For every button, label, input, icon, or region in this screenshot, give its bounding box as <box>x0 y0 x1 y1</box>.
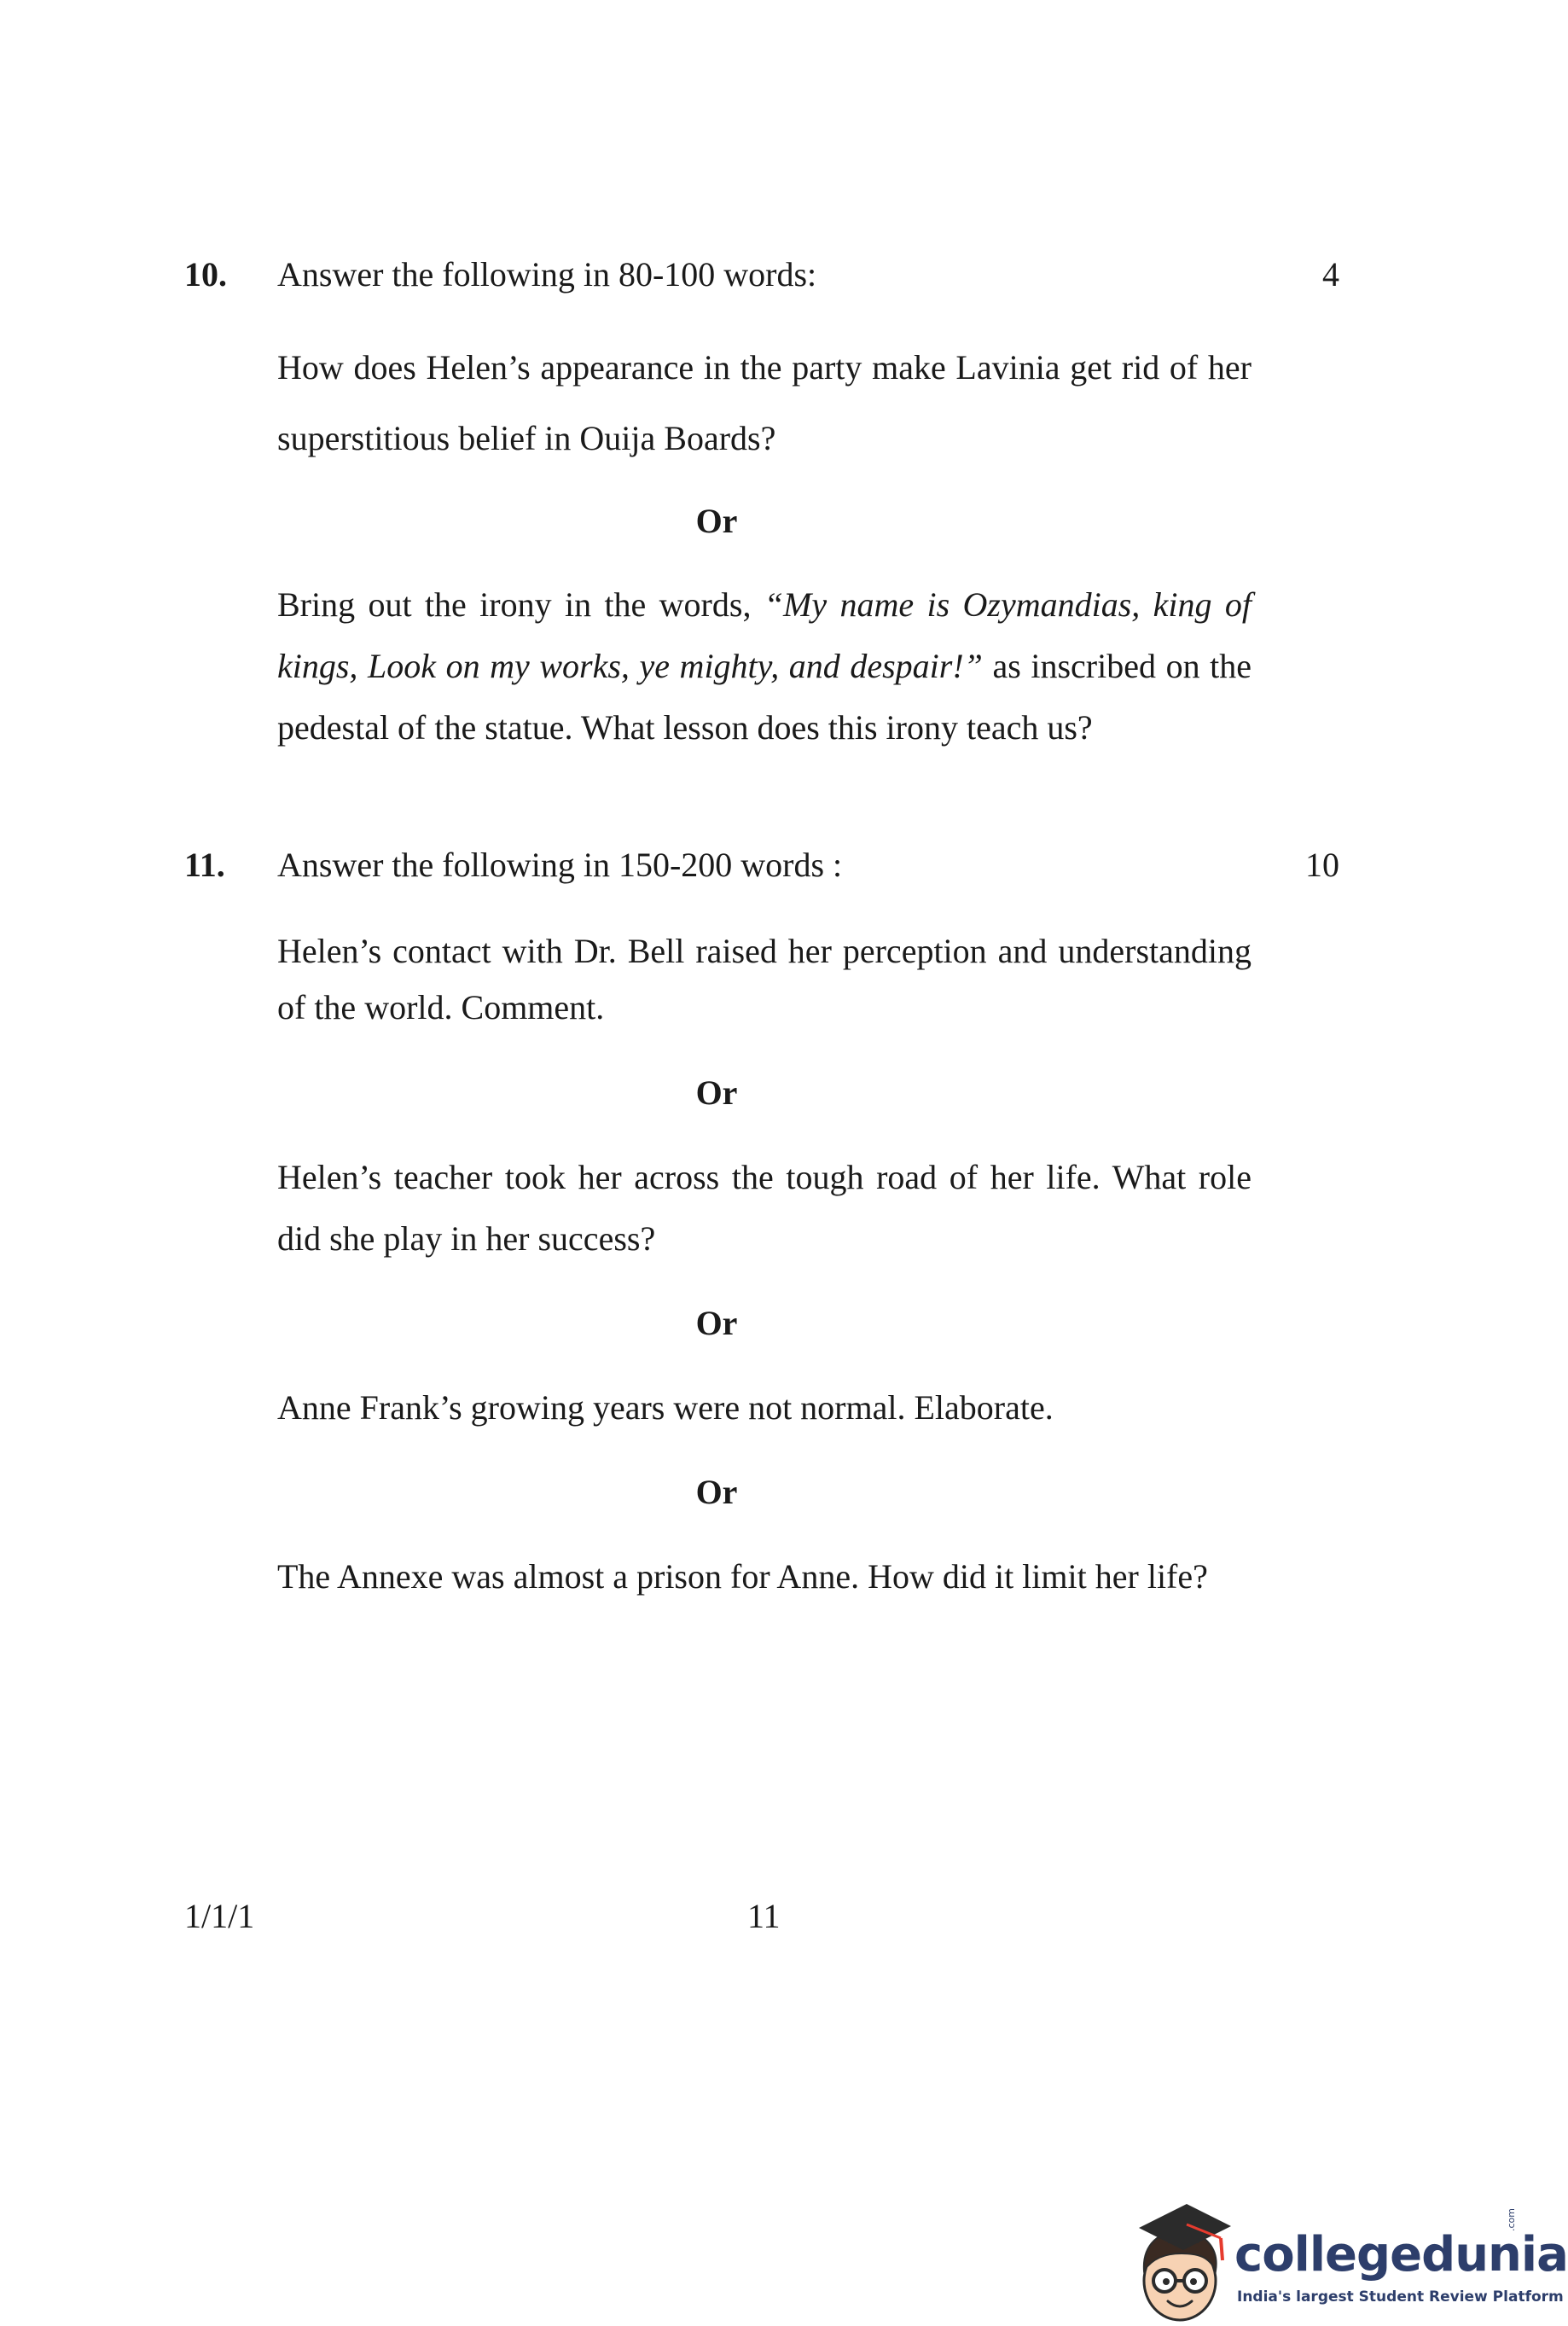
footer-paper-code: 1/1/1 <box>184 1897 255 1935</box>
question-10-option-2-suffix: as inscribed on the pedestal of the statue. What lesson does this irony teach us? <box>277 647 1252 747</box>
logo-wordmark: collegedunia <box>1234 2227 1568 2282</box>
question-10-option-2-prefix: Bring out the irony in the words, <box>277 585 764 624</box>
footer-page-number: 11 <box>747 1897 781 1935</box>
question-11-option-4: The Annexe was almost a prison for Anne. How did it limit her life? <box>277 1557 1208 1596</box>
question-10-number: 10. <box>184 255 227 294</box>
question-11-instruction: Answer the following in 150-200 words : <box>277 846 843 884</box>
question-11-number: 11. <box>184 846 225 884</box>
question-11-or-3: Or <box>695 1473 738 1511</box>
question-11-marks: 10 <box>1305 846 1339 884</box>
question-10-option-2-quote: “My name is Ozymandias, king of kings, Look on my works, ye mighty, and despair!” <box>277 585 1251 685</box>
question-10-option-2 <box>277 574 1251 759</box>
logo-tld: .com <box>1506 2208 1517 2231</box>
question-10-marks: 4 <box>1322 255 1339 294</box>
question-10-option-1: How does Helen’s appearance in the party make Lavinia get rid of her superstitious belief in Ouija Boards? <box>277 348 1251 457</box>
question-11-option-2: Helen’s teacher took her across the tough road of her life. What role did she play in her success? <box>277 1158 1251 1258</box>
logo-tagline: India's largest Student Review Platform <box>1237 2288 1564 2306</box>
question-11-option-3: Anne Frank’s growing years were not normal. Elaborate. <box>277 1388 1054 1427</box>
mascot-graduate-icon <box>1130 2197 1234 2326</box>
question-10-or-1: Or <box>695 502 738 540</box>
question-10-instruction: Answer the following in 80-100 words: <box>277 255 817 294</box>
collegedunia-logo <box>1130 2197 1568 2326</box>
question-11-or-1: Or <box>695 1073 738 1112</box>
question-11-option-1: Helen’s contact with Dr. Bell raised her perception and understanding of the world. Comment. <box>277 932 1251 1026</box>
question-11-or-2: Or <box>695 1304 738 1342</box>
